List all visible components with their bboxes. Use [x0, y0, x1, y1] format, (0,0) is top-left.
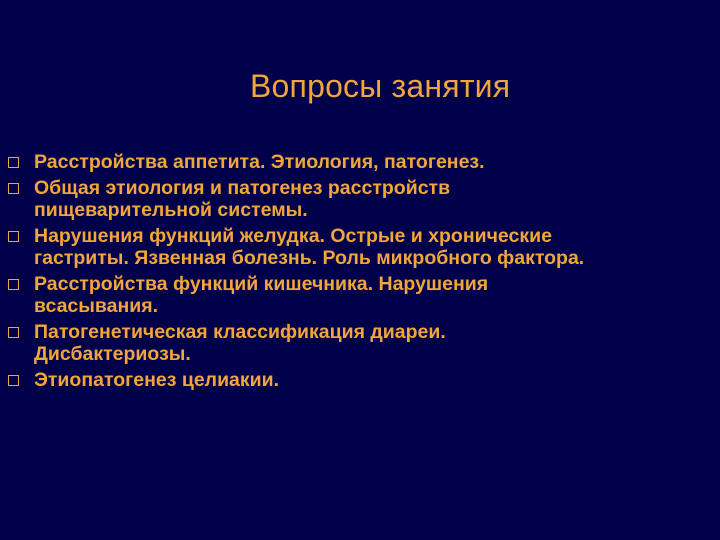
slide-title: Вопросы занятия	[250, 68, 511, 104]
bullet-text: Дисбактериозы.	[34, 343, 191, 365]
bullet-text: гастриты. Язвенная болезнь. Роль микробного фактора.	[34, 247, 585, 269]
bullet-text: Этиопатогенез целиакии.	[34, 369, 280, 391]
square-bullet-icon	[8, 279, 19, 290]
bullet-text: Расстройства аппетита. Этиология, патогенез.	[34, 151, 485, 173]
bullet-item-4	[8, 273, 718, 317]
square-bullet-icon	[8, 183, 19, 194]
bullet-item-5	[8, 321, 718, 365]
bullet-text: Патогенетическая классификация диареи.	[34, 321, 446, 343]
bullet-item-6	[8, 369, 718, 391]
bullet-text: Нарушения функций желудка. Острые и хронические	[34, 225, 552, 247]
bullet-list	[8, 151, 718, 395]
bullet-text: всасывания.	[34, 295, 159, 317]
bullet-text: Общая этиология и патогенез расстройств	[34, 177, 451, 199]
square-bullet-icon	[8, 231, 19, 242]
square-bullet-icon	[8, 327, 19, 338]
bullet-item-1	[8, 151, 718, 173]
square-bullet-icon	[8, 157, 19, 168]
bullet-text: пищеварительной системы.	[34, 199, 308, 221]
bullet-item-2	[8, 177, 718, 221]
bullet-item-3	[8, 225, 718, 269]
square-bullet-icon	[8, 375, 19, 386]
bullet-text: Расстройства функций кишечника. Нарушения	[34, 273, 489, 295]
